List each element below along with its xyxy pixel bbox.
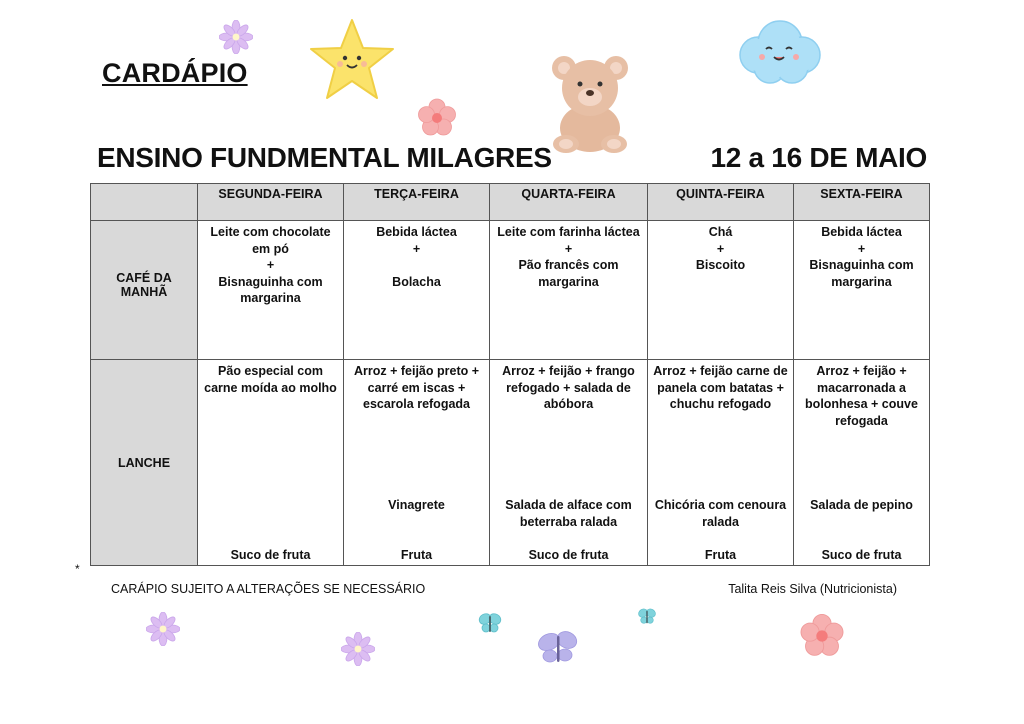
lilac-butterfly-icon bbox=[535, 628, 581, 670]
menu-line: + bbox=[564, 241, 573, 256]
menu-line: Arroz + feijão + frango bbox=[502, 364, 635, 378]
menu-line: Arroz + feijão + bbox=[816, 364, 907, 378]
menu-line: margarina bbox=[538, 274, 599, 289]
teal-butterfly-icon bbox=[636, 606, 658, 628]
menu-line: chuchu refogado bbox=[669, 397, 772, 411]
menu-line: Salada de alface com bbox=[505, 498, 632, 512]
menu-line: + bbox=[716, 241, 725, 256]
side-dish bbox=[344, 497, 489, 514]
menu-line: macarronada a bbox=[817, 380, 906, 395]
disclaimer-note: CARÁPIO SUJEITO A ALTERAÇÕES SE NECESSÁRIO bbox=[111, 582, 426, 596]
menu-line: panela com batatas + bbox=[657, 380, 784, 395]
menu-cell bbox=[490, 221, 648, 360]
menu-line: Pão francês com bbox=[518, 258, 619, 272]
main-dish bbox=[794, 363, 929, 429]
menu-line: ralada bbox=[702, 514, 739, 529]
day-header: SEGUNDA-FEIRA bbox=[198, 184, 344, 221]
side-dish bbox=[648, 497, 793, 530]
main-dish bbox=[490, 363, 647, 413]
side-dish bbox=[794, 497, 929, 514]
menu-cell bbox=[794, 221, 930, 360]
menu-line: Bolacha bbox=[392, 274, 441, 289]
lanche-row bbox=[91, 360, 930, 566]
menu-line: margarina bbox=[831, 274, 892, 289]
side-dish bbox=[490, 497, 647, 530]
menu-line: + bbox=[857, 241, 866, 256]
menu-line: Bebida láctea bbox=[376, 225, 457, 239]
menu-line: + bbox=[412, 241, 421, 256]
day-header: SEXTA-FEIRA bbox=[794, 184, 930, 221]
menu-line: Leite com chocolate bbox=[210, 225, 331, 239]
lilac-flower-icon bbox=[146, 612, 180, 646]
main-dish bbox=[198, 363, 343, 396]
menu-line: em pó bbox=[252, 241, 289, 256]
menu-line: Biscoito bbox=[695, 258, 746, 272]
menu-table bbox=[90, 183, 930, 566]
day-header: QUARTA-FEIRA bbox=[490, 184, 648, 221]
drink: Fruta bbox=[400, 548, 433, 562]
menu-cell bbox=[490, 360, 648, 566]
smiling-cloud-icon bbox=[730, 15, 826, 87]
nutritionist-credit: Talita Reis Silva (Nutricionista) bbox=[728, 582, 897, 596]
pink-flower-icon bbox=[415, 96, 459, 140]
menu-line: Bisnaguinha com bbox=[218, 274, 323, 289]
teal-butterfly-icon bbox=[476, 610, 504, 638]
menu-cell bbox=[198, 221, 344, 360]
menu-cell bbox=[648, 360, 794, 566]
cafe-row bbox=[91, 221, 930, 360]
lilac-flower-icon bbox=[341, 632, 375, 666]
menu-cell bbox=[198, 360, 344, 566]
menu-line: beterraba ralada bbox=[519, 514, 618, 529]
row-label-lanche: LANCHE bbox=[91, 360, 198, 566]
day-header: QUINTA-FEIRA bbox=[648, 184, 794, 221]
menu-line: refogada bbox=[835, 413, 888, 428]
menu-line: Bisnaguinha com bbox=[809, 258, 914, 272]
day-header-row bbox=[91, 184, 930, 221]
teddy-bear-icon bbox=[544, 52, 636, 154]
drink: Fruta bbox=[704, 548, 737, 562]
menu-cell bbox=[344, 360, 490, 566]
menu-line: refogado + salada de bbox=[506, 380, 631, 395]
menu-line: Arroz + feijão carne de bbox=[653, 364, 788, 378]
menu-cell bbox=[344, 221, 490, 360]
menu-line bbox=[344, 257, 489, 274]
corner-cell bbox=[91, 184, 198, 221]
menu-line: Arroz + feijão preto + bbox=[353, 364, 480, 378]
lilac-flower-icon bbox=[219, 20, 253, 54]
pink-flower-icon bbox=[794, 611, 850, 661]
menu-line: Pão especial com bbox=[218, 364, 323, 378]
menu-line: Chicória com cenoura bbox=[654, 498, 787, 512]
menu-line: Vinagrete bbox=[388, 498, 445, 512]
menu-line: Salada de pepino bbox=[810, 498, 913, 512]
menu-cell bbox=[648, 221, 794, 360]
menu-line: escarola refogada bbox=[363, 397, 470, 411]
label-line: MANHÃ bbox=[120, 285, 168, 299]
date-range: 12 a 16 DE MAIO bbox=[710, 142, 927, 173]
main-dish bbox=[344, 363, 489, 413]
menu-line: margarina bbox=[240, 291, 301, 305]
footnote-asterisk: * bbox=[75, 562, 80, 576]
page-title: CARDÁPIO bbox=[102, 58, 248, 88]
day-header: TERÇA-FEIRA bbox=[344, 184, 490, 221]
menu-line: Chá bbox=[708, 225, 733, 239]
label-line: CAFÉ DA bbox=[116, 271, 172, 285]
drink: Suco de fruta bbox=[230, 548, 311, 562]
menu-line: + bbox=[266, 258, 275, 272]
drink: Suco de fruta bbox=[528, 548, 609, 562]
smiling-star-icon bbox=[309, 16, 395, 102]
menu-line: Bebida láctea bbox=[821, 225, 902, 239]
menu-cell bbox=[794, 360, 930, 566]
row-label-cafe bbox=[91, 221, 198, 360]
main-dish bbox=[648, 363, 793, 413]
menu-line: bolonhesa + couve bbox=[805, 397, 918, 411]
menu-line: carne moída ao molho bbox=[204, 380, 337, 395]
menu-line: abóbora bbox=[543, 397, 594, 411]
menu-line: carré em iscas + bbox=[367, 380, 466, 395]
drink: Suco de fruta bbox=[821, 548, 902, 562]
school-name: ENSINO FUNDMENTAL MILAGRES bbox=[97, 142, 552, 173]
menu-line: Leite com farinha láctea bbox=[497, 225, 640, 239]
